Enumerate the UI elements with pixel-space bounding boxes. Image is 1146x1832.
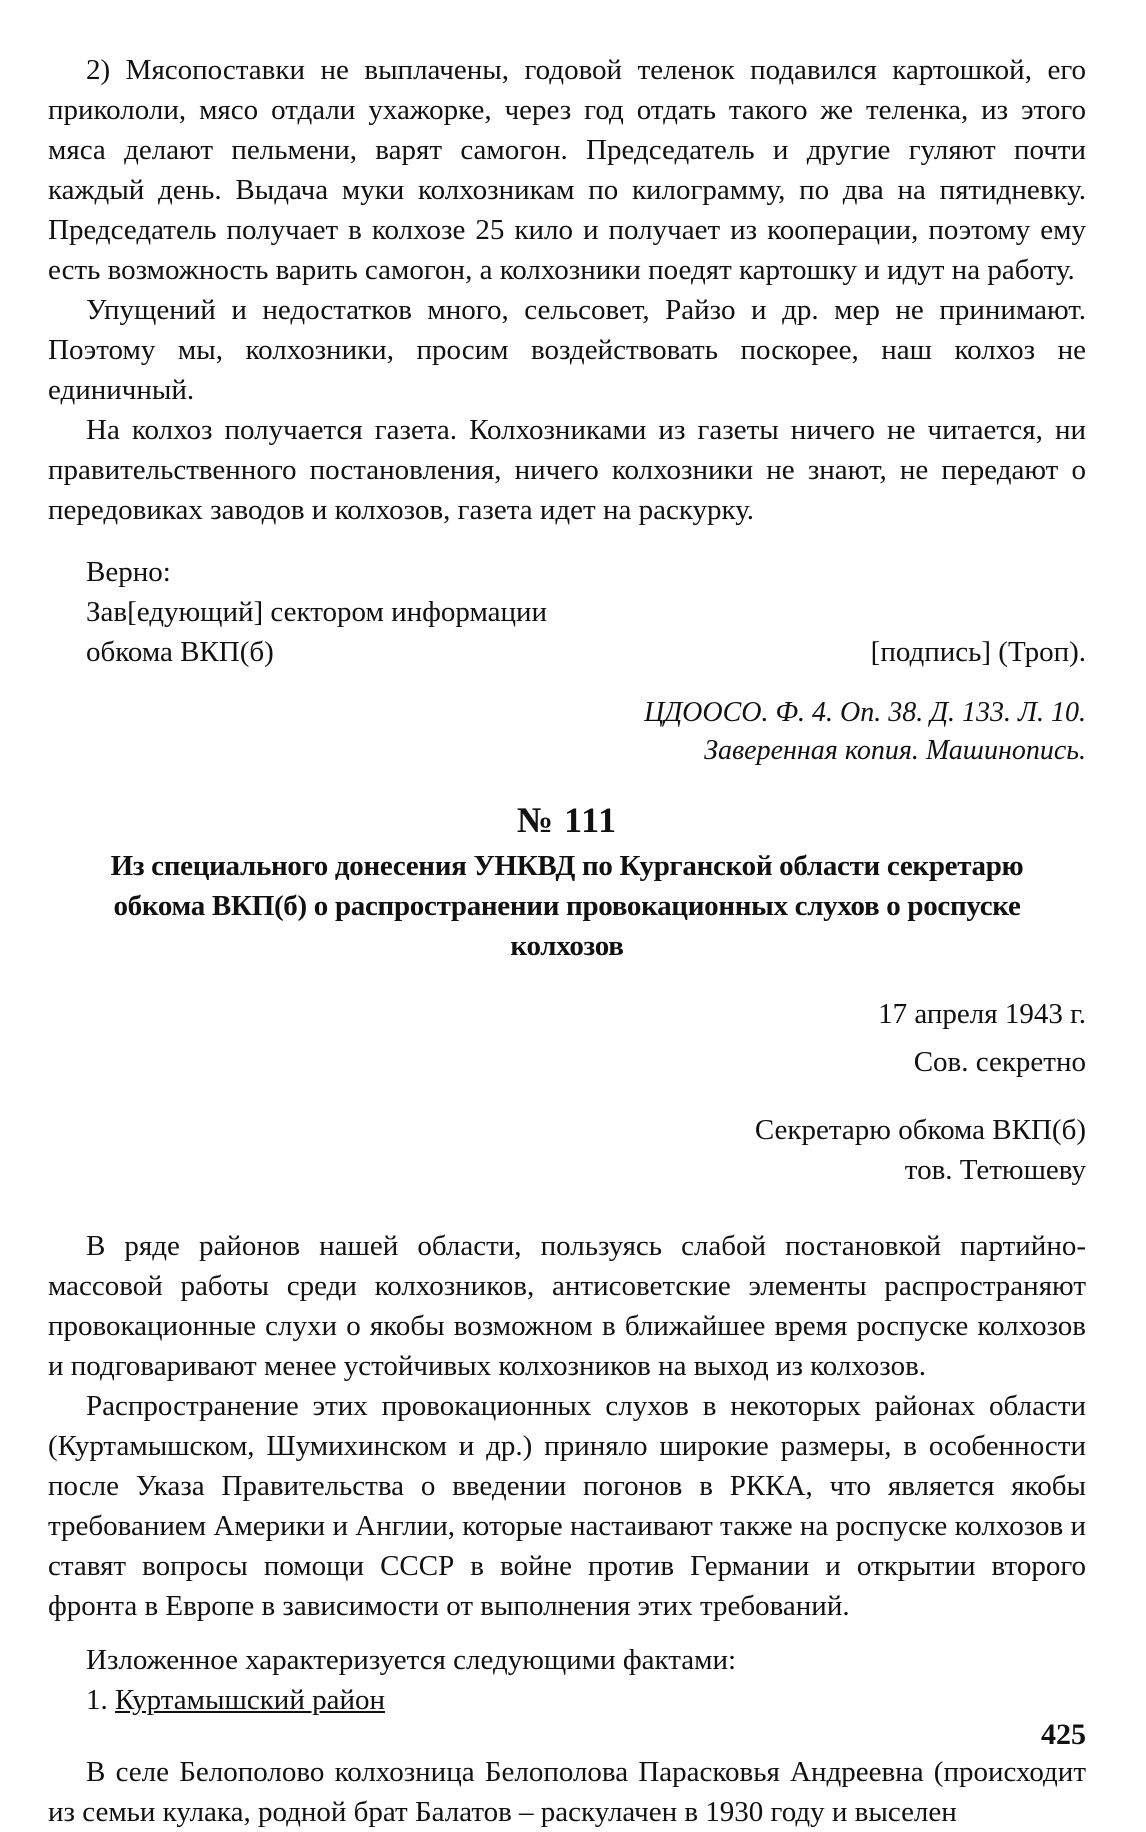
document-title-line1: Из специального донесения УНКВД по Курганской области секретарю <box>110 850 1024 882</box>
paragraph-top-1: 2) Мясопоставки не выплачены, годовой теленок подавился картошкой, его прикололи, мясо отдали ухажорке, через год отдать такого же теленка, из этого мяса делают пельмени, варят самогон. Председатель и другие гуляют почти каждый день. Выдача муки колхозникам по килограмму, по два на пятидневку. Председатель получает в колхозе 25 кило и получает из кооперации, поэтому ему есть возможность варить самогон, а колхозники поедят картошку и идут на работу. <box>48 54 1086 286</box>
archive-reference: ЦДООСО. Ф. 4. Оп. 38. Д. 133. Л. 10. <box>644 697 1086 728</box>
paragraph-body-2: Распространение этих провокационных слухов в некоторых районах области (Куртамышском, Шумихинском и др.) приняло широкие размеры, в особенности после Указа Правительства о введении погонов в РККА, что является якобы требованием Америки и Англии, которые настаивают также на роспуске колхозов и ставят вопросы помощи СССР в войне против Германии и открытии второго фронта в Европе в зависимости от выполнения этих требований. <box>48 1390 1086 1622</box>
document-number: № 111 <box>516 800 618 840</box>
page-number: 425 <box>1041 1718 1086 1751</box>
last-paragraph: В селе Белополово колхозница Белополова Парасковья Андреевна (происходит из семьи кулака, родной брат Балатов – раскулачен в 1930 году и выселен <box>48 1756 1086 1828</box>
addressee-line2: тов. Тетюшеву <box>904 1154 1086 1186</box>
section-name: Куртамышский район <box>115 1684 386 1716</box>
archive-note: Заверенная копия. Машинопись. <box>704 735 1086 766</box>
certification-position: Зав[едующий] сектором информации <box>86 596 548 628</box>
addressee-line1: Секретарю обкома ВКП(б) <box>754 1114 1086 1146</box>
certification-signature-row <box>86 632 1086 672</box>
paragraph-body-1: В ряде районов нашей области, пользуясь слабой постановкой партийно-массовой работы среди колхозников, антисоветские элементы распространяют провокационные слухи о якобы возможном в ближайшее время роспуске колхозов и подговаривают менее устойчивых колхозников на выход из колхозов. <box>48 1230 1086 1382</box>
document-date: 17 апреля 1943 г. <box>878 998 1086 1030</box>
document-title-line3: колхозов <box>510 930 624 962</box>
signature: [подпись] (Троп). <box>870 636 1086 668</box>
facts-intro: Изложенное характеризуется следующими фактами: <box>86 1644 737 1676</box>
document-page <box>48 50 1086 1832</box>
section-heading <box>48 1680 1086 1720</box>
certification-position-line2: обкома ВКП(б) <box>86 636 274 668</box>
certification-verno: Верно: <box>86 556 171 588</box>
document-title-line2: обкома ВКП(б) о распространении провокационных слухов о роспуске <box>113 890 1021 922</box>
section-number: 1. <box>86 1684 108 1716</box>
paragraph-top-3: На колхоз получается газета. Колхозниками из газеты ничего не читается, ни правительственного постановления, ничего колхозники не знают, не передают о передовиках заводов и колхозов, газета идет на раскурку. <box>48 414 1086 526</box>
paragraph-top-2: Упущений и недостатков много, сельсовет, Райзо и др. мер не принимают. Поэтому мы, колхозники, просим воздействовать поскорее, наш колхоз не единичный. <box>48 294 1086 406</box>
document-classification: Сов. секретно <box>913 1046 1086 1078</box>
